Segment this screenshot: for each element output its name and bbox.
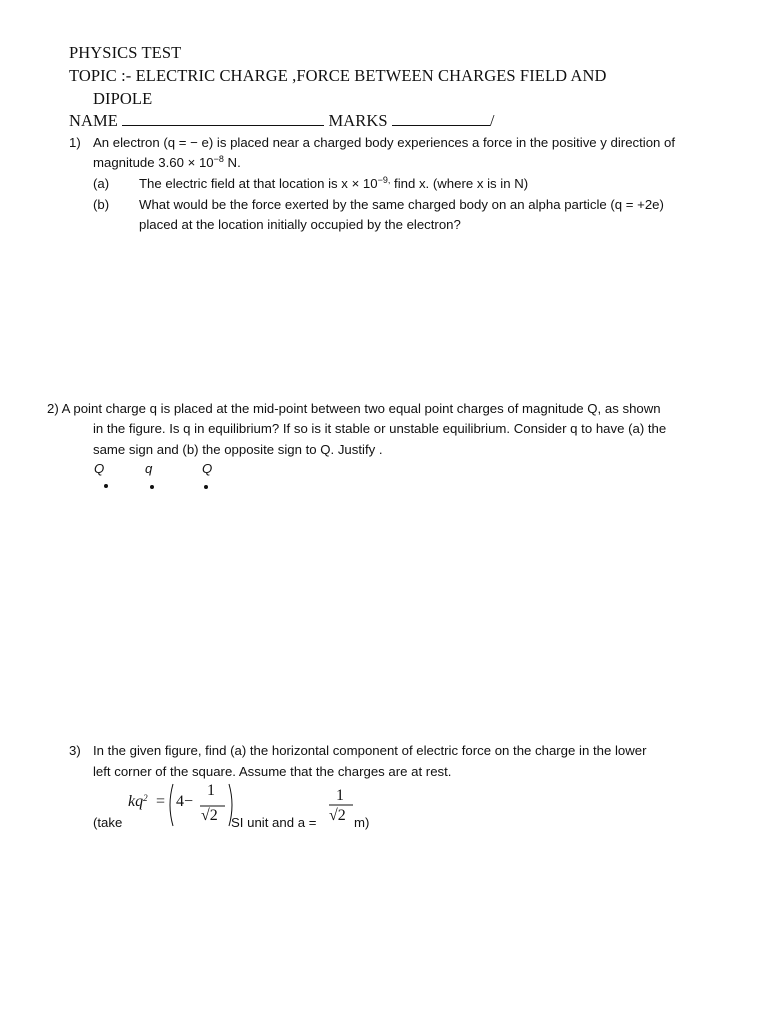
q1-a-text — [139, 176, 528, 191]
q1-b-label: (b) — [93, 197, 110, 212]
eq-square: 2 — [143, 793, 148, 803]
charge-label-q2: Q — [202, 461, 213, 476]
q1-number: 1) — [69, 135, 81, 150]
q1-a-pre: The electric field at that location is x × 10 — [139, 176, 378, 191]
q3-number: 3) — [69, 743, 81, 758]
charge-dot-middle — [150, 485, 154, 489]
q1-line-1: An electron (q = − e) is placed near a charged body experiences a force in the positive y direction of — [93, 135, 676, 150]
q1-line-2-unit: N. — [223, 155, 241, 170]
charge-dot-left — [104, 484, 108, 488]
q1-b-line-2: placed at the location initially occupied by the electron? — [139, 217, 461, 232]
q2-line-1: 2) A point charge q is placed at the mid-point between two equal point charges of magnitude Q, as shown — [47, 401, 661, 416]
eq-frac-denominator: √2 — [201, 807, 218, 824]
q3-line-2: left corner of the square. Assume that the charges are at rest. — [93, 764, 452, 779]
q2-line-2: in the figure. Is q in equilibrium? If so is it stable or unstable equilibrium. Consider q to have (a) the — [93, 421, 667, 436]
marks-blank[interactable] — [392, 111, 490, 126]
eq-frac-numerator: 1 — [207, 782, 215, 799]
q1-line-2 — [93, 155, 241, 170]
name-label: NAME — [69, 111, 118, 130]
q1-a-label: (a) — [93, 176, 110, 191]
q2-line-3: same sign and (b) the opposite sign to Q. Justify . — [93, 442, 383, 457]
q1-exponent: −8 — [213, 154, 224, 164]
eq-four-minus: 4− — [176, 793, 194, 810]
eq-lhs — [128, 793, 148, 811]
a-frac-numerator: 1 — [336, 787, 344, 804]
topic-line-2: DIPOLE — [93, 89, 153, 108]
topic-line-1: TOPIC :- ELECTRIC CHARGE ,FORCE BETWEEN CHARGES FIELD AND — [69, 66, 607, 85]
marks-slash: / — [489, 111, 495, 130]
q1-a-post: find x. (where x is in N) — [390, 176, 529, 191]
m-close: m) — [354, 815, 370, 830]
q1-a-exponent: −9, — [377, 175, 391, 185]
q1-b-line-1: What would be the force exerted by the same charged body on an alpha particle (q = +2e) — [139, 197, 664, 212]
q1-line-2-text: magnitude 3.60 × 10 — [93, 155, 214, 170]
marks-label: MARKS — [328, 111, 388, 130]
charge-label-q1: Q — [94, 461, 105, 476]
a-frac-denominator: √2 — [329, 807, 346, 824]
q3-line-1: In the given figure, find (a) the horizontal component of electric force on the charge in the lower — [93, 743, 647, 758]
name-marks-row — [69, 111, 495, 131]
si-unit-text: SI unit and a = — [231, 815, 317, 830]
charge-dot-right — [204, 485, 208, 489]
test-title: PHYSICS TEST — [69, 43, 182, 62]
eq-kq: kq — [128, 793, 144, 810]
q3-take-label: (take — [93, 815, 123, 830]
charge-label-q-mid: q — [145, 461, 153, 476]
name-blank[interactable] — [122, 111, 324, 126]
eq-equals: = — [156, 793, 166, 810]
